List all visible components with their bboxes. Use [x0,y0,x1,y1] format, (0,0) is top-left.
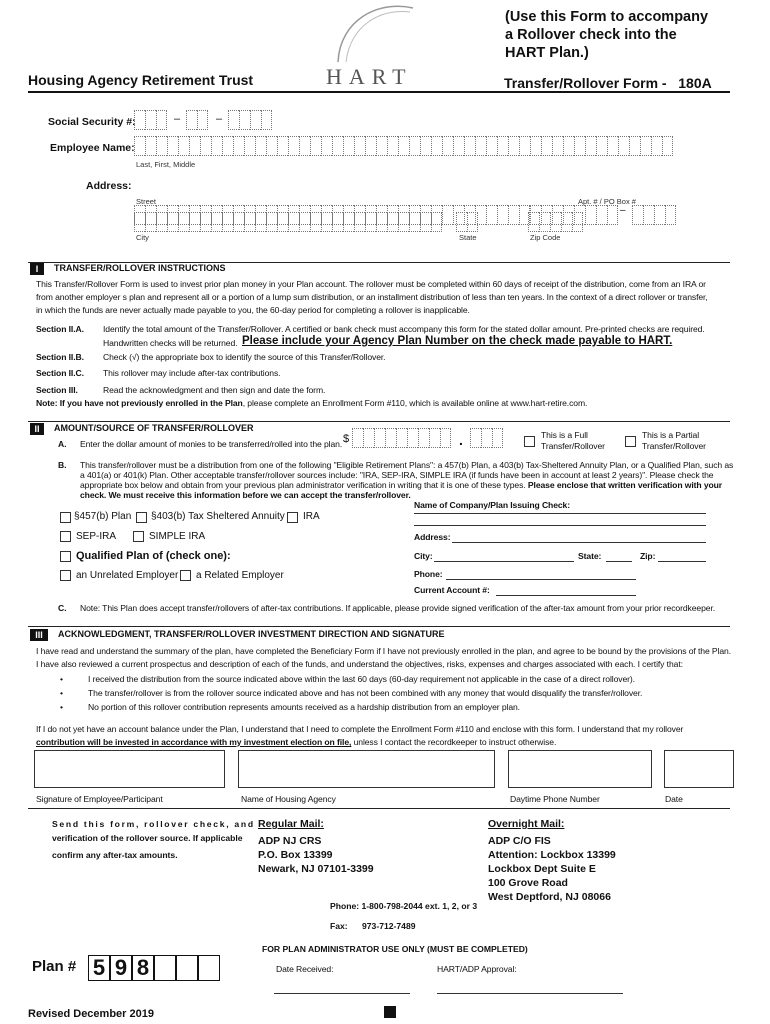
char-box[interactable] [299,212,310,232]
issuing-company-line2[interactable] [414,525,706,526]
date-received-label: Date Received: [276,964,334,974]
section2-c-text: Note: This Plan does accept transfer/rollovers of after-tax contributions. If applicable, please provide signed verification of the after-tax amount from your prior recordkeeper. [80,603,716,613]
revision-date: Revised December 2019 [28,1008,154,1020]
char-box[interactable] [310,212,321,232]
section1-intro-line2: from another employer s plan and represent all or a portion of a lump sum distribution, or an installment distribution of less than ten years. In the context of a direct rollover or transfer, [36,292,708,302]
section-iia-label: Section II.A. [36,324,84,334]
send-instructions-line2: verification of the rollover source. If applicable [52,833,243,843]
ssn-dash: – [216,113,223,125]
section2-title: AMOUNT/SOURCE OF TRANSFER/ROLLOVER [54,423,254,433]
section-iib-text: Check (√) the appropriate box to identify the source of this Transfer/Rollover. [103,352,386,362]
hart-logo-arc [318,0,428,70]
section2-number: II [30,423,44,435]
section2-rule [28,421,730,422]
403b-checkbox[interactable] [136,512,147,523]
dollar-sign: $ [343,433,350,445]
char-box[interactable] [431,212,442,232]
plan-digit: 8 [132,955,154,981]
char-box[interactable] [255,212,266,232]
section-iia-text: Identify the total amount of the Transfer/Rollover. A certified or bank check must accompany this form for the stated dollar amount. Pre-printed checks are required. [103,324,705,334]
contact-phone: Phone: 1-800-798-2044 ext. 1, 2, or 3 [330,901,478,911]
issuing-phone-field[interactable] [446,579,636,580]
enrollment-note: Note: If you have not previously enrolled in the Plan, please complete an Enrollment Form #110, which is available online at www.hart-retire.com. [36,398,588,408]
ack-bullet1-text: I received the distribution from the source indicated above within the last 60 days (60-day requirement not applicable in the case of a direct rollover). [88,674,635,684]
apt-dash: – [620,205,626,216]
char-box[interactable] [222,212,233,232]
state-hint: State [459,233,477,242]
unrelated-employer-checkbox[interactable] [60,570,71,581]
ssn-label: Social Security #: [48,116,136,128]
zip-field-cells[interactable] [528,212,583,232]
hart-logo-text: HART [326,64,413,89]
org-name: Housing Agency Retirement Trust [28,72,254,88]
simple-ira-checkbox[interactable] [133,531,144,542]
plan-digit: 9 [110,955,132,981]
form-usage-note: (Use this Form to accompany a Rollover check into the HART Plan.) [505,9,709,61]
char-box[interactable] [266,212,277,232]
section2-c-letter: C. [58,603,67,613]
issuing-state-label: State: [578,551,602,561]
ack-bullet2-text: The transfer/rollover is from the rollover source indicated above and has not been combined with any money that would disqualify the transfer/rollover. [88,688,643,698]
current-account-label: Current Account #: [414,585,490,595]
section1-intro-line3: in which the funds are never actually made payable to you, the 60-day period for completing a rollover is inapplicable. [36,305,470,315]
char-box[interactable] [288,212,299,232]
section1-number: I [30,263,44,275]
employee-name-label: Employee Name: [50,142,135,154]
issuing-address-label: Address: [414,532,451,542]
zip-hint: Zip Code [530,233,561,242]
section3-rule [28,626,730,627]
403b-label: §403(b) Tax Sheltered Annuity [151,511,285,522]
address-label: Address: [86,180,132,192]
section2-a-letter: A. [58,439,67,449]
daytime-phone-label: Daytime Phone Number [510,794,600,804]
regular-mail-address: ADP NJ CRS P.O. Box 13399 Newark, NJ 07101-3399 [258,835,374,875]
char-box[interactable] [456,212,467,232]
char-box[interactable] [398,212,409,232]
partial-transfer-checkbox[interactable] [625,436,636,447]
issuing-city-field[interactable] [434,561,574,562]
section2-b-letter: B. [58,460,67,470]
plan-digit[interactable] [154,955,176,981]
char-box[interactable] [321,212,332,232]
section-iib-label: Section II.B. [36,352,84,362]
ssn-field-part2[interactable] [186,110,208,130]
section1-title: TRANSFER/ROLLOVER INSTRUCTIONS [54,263,226,273]
char-box[interactable] [387,212,398,232]
issuing-city-label: City: [414,551,433,561]
char-box[interactable] [343,212,354,232]
send-instructions-line3: confirm any after-tax amounts. [52,850,178,860]
issuing-company-line1[interactable] [414,513,706,514]
section2-b-line2: a 401(a) or 401(k) Plan. Other acceptable transfer/rollover sources include: "IRA, SEP-IRA, SIMPLE IRA (if funds have been in account at least 2 years)". Please check the [80,470,714,480]
section2-b-line4: check. We must receive this information before we can accept the transfer/rollover. [80,490,411,500]
issuing-zip-field[interactable] [658,561,706,562]
char-box[interactable] [189,212,200,232]
plan-digit[interactable] [198,955,220,981]
section2-a-text: Enter the dollar amount of monies to be transferred/rolled into the plan. [80,439,343,449]
char-box[interactable] [420,212,431,232]
overnight-mail-address: ADP C/O FIS Attention: Lockbox 13399 Lockbox Dept Suite E 100 Grove Road West Deptford, NJ 08066 [488,835,616,903]
apt-hint: Apt. # / PO Box # [578,197,636,206]
ack-bullet1: • [60,674,63,684]
plan-number-label: Plan # [32,958,77,975]
ack-paragraph1: I have read and understand the summary of the plan, have completed the Beneficiary Form if I have not previously enrolled in the plan, and agree to be bound by the provisions of the Plan. [36,646,732,656]
amount-cents-field[interactable] [470,428,503,448]
ira-label: IRA [303,511,320,522]
issuing-company-label: Name of Company/Plan Issuing Check: [414,500,570,510]
ack-bullet2: • [60,688,63,698]
char-box[interactable] [539,212,550,232]
char-box[interactable] [156,212,167,232]
char-box[interactable] [550,212,561,232]
section-iic-text: This rollover may include after-tax contributions. [103,368,281,378]
char-box[interactable] [178,212,189,232]
housing-agency-label: Name of Housing Agency [241,794,336,804]
approval-field[interactable] [437,993,623,994]
char-box[interactable] [572,212,583,232]
char-box[interactable] [467,212,478,232]
char-box[interactable] [332,212,343,232]
457b-label: §457(b) Plan [74,511,132,522]
apt-field-part2[interactable] [632,205,676,225]
plan-number-notice: Please include your Agency Plan Number on the check made payable to HART. [242,335,673,347]
char-box[interactable] [528,212,539,232]
date-received-field[interactable] [274,993,410,994]
section3-number: III [30,629,48,641]
approval-label: HART/ADP Approval: [437,964,517,974]
full-transfer-label: This is a Full Transfer/Rollover [541,430,605,451]
street-hint: Street [136,197,157,206]
issuing-phone-label: Phone: [414,569,443,579]
send-instructions-line1: Send this form, rollover check, and [52,819,255,829]
section2-b-line3: appropriate box below and obtain from your previous plan administrator verification in writing that it is one of these types. Please enclose that written verification with your [80,480,723,490]
unrelated-employer-label: an Unrelated Employer [76,570,179,581]
ira-checkbox[interactable] [287,512,298,523]
ssn-field-part1[interactable] [134,110,167,130]
ack-paragraph2: I have also reviewed a current prospectus and description of each of the funds, and understand the objectives, risks, expenses and charges associated with each. I certify that: [36,659,683,669]
fax-label: Fax: [330,921,348,931]
char-box[interactable] [211,212,222,232]
section-iic-label: Section II.C. [36,368,84,378]
char-box[interactable] [134,212,145,232]
full-transfer-checkbox[interactable] [524,436,535,447]
signature-box[interactable] [34,750,225,788]
qualified-plan-checkbox[interactable] [60,551,71,562]
ack-paragraph4: contribution will be invested in accordance with my investment election on file, unless I contact the recordkeeper to instruct otherwise. [36,737,557,747]
admin-heading: FOR PLAN ADMINISTRATOR USE ONLY (MUST BE COMPLETED) [262,944,528,954]
form-title: Transfer/Rollover Form - 180A [504,75,712,91]
section1-intro-line1: This Transfer/Rollover Form is used to invest prior plan money in your Plan account. The rollover must be completed within 60 days of receipt of the distribution, come from an IRA or [36,279,706,289]
overnight-mail-title: Overnight Mail: [488,818,565,830]
section-iii-text: Read the acknowledgment and then sign and date the form. [103,385,326,395]
sep-ira-checkbox[interactable] [60,531,71,542]
simple-ira-label: SIMPLE IRA [149,531,206,542]
housing-agency-box[interactable] [238,750,495,788]
ssn-field-part3[interactable] [228,110,272,130]
current-account-field[interactable] [496,595,636,596]
char-box[interactable] [376,212,387,232]
city-hint: City [136,233,149,242]
signature-label: Signature of Employee/Participant [36,794,163,804]
char-box[interactable] [354,212,365,232]
section3-title: ACKNOWLEDGMENT, TRANSFER/ROLLOVER INVESTMENT DIRECTION AND SIGNATURE [58,629,445,639]
char-box[interactable] [145,212,156,232]
issuing-address-field[interactable] [452,542,706,543]
ack-paragraph3: If I do not yet have an account balance under the Plan, I understand that I need to complete the Enrollment Form #110 and enclose with this form. I understand that my rollover [36,724,684,734]
date-box[interactable] [664,750,734,788]
char-box[interactable] [200,212,211,232]
char-box[interactable] [167,212,178,232]
char-box[interactable] [277,212,288,232]
header-divider [28,91,730,93]
plan-number-boxes [88,955,220,981]
daytime-phone-box[interactable] [508,750,652,788]
name-hint: Last, First, Middle [136,160,196,169]
city-field-cells[interactable] [134,212,442,232]
state-field-cells[interactable] [456,212,478,232]
issuing-zip-label: Zip: [640,551,656,561]
partial-transfer-label: This is a Partial Transfer/Rollover [642,430,706,451]
char-box[interactable] [233,212,244,232]
date-label: Date [665,794,683,804]
char-box[interactable] [561,212,572,232]
mailing-divider [28,808,730,809]
ack-bullet3: • [60,702,63,712]
ssn-dash: – [174,113,181,125]
section-iia-text2: Handwritten checks will be returned. [103,338,238,348]
employee-name-field[interactable] [134,136,673,156]
qualified-plan-label: Qualified Plan of (check one): [76,550,231,562]
related-employer-checkbox[interactable] [180,570,191,581]
regular-mail-title: Regular Mail: [258,818,324,830]
amount-dollars-field[interactable] [352,428,451,448]
plan-digit: 5 [88,955,110,981]
457b-checkbox[interactable] [60,512,71,523]
section-iii-label: Section III. [36,385,78,395]
related-employer-label: a Related Employer [196,570,284,581]
char-box[interactable] [365,212,376,232]
section2-b-line1: This transfer/rollover must be a distribution from one of the following "Eligible Retirement Plans": a 457(b) Plan, a 403(b) Tax-Sheltered Annuity Plan, or a Qualified Plan, such as [80,460,734,470]
char-box[interactable] [409,212,420,232]
fax-number: 973-712-7489 [362,921,416,931]
issuing-state-field[interactable] [606,561,632,562]
sep-ira-label: SEP-IRA [76,531,117,542]
decimal-point: . [459,432,463,448]
registration-mark [384,1006,396,1018]
ack-bullet3-text: No portion of this rollover contribution represents amounts received as a hardship distribution from an employer plan. [88,702,520,712]
char-box[interactable] [244,212,255,232]
plan-digit[interactable] [176,955,198,981]
